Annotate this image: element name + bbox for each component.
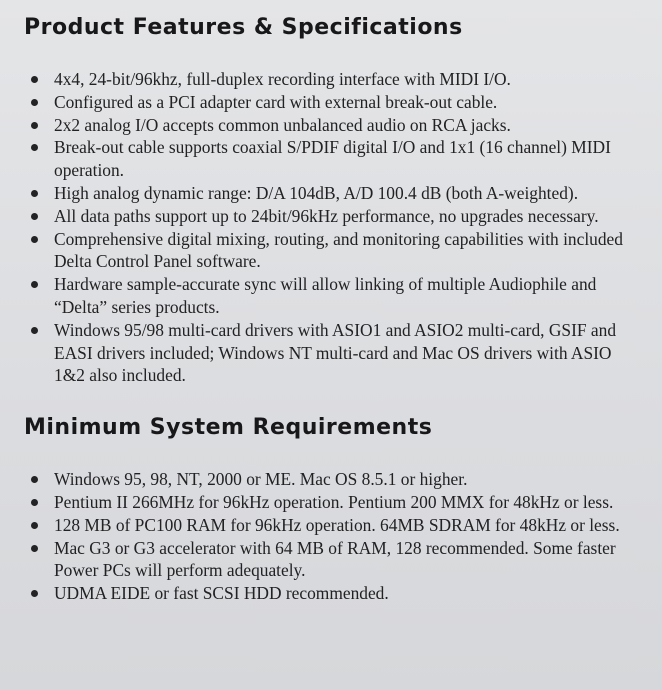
requirement-text: UDMA EIDE or fast SCSI HDD recommended.: [54, 583, 389, 604]
bullet-icon: [31, 190, 38, 197]
feature-text: High analog dynamic range: D/A 104dB, A/D 100.4 dB (both A-weighted).: [54, 182, 579, 203]
feature-item: [24, 273, 634, 319]
requirement-text: 128 MB of PC100 RAM for 96kHz operation. 64MB SDRAM for 48kHz or less.: [54, 514, 620, 535]
feature-text: All data paths support up to 24bit/96kHz performance, no upgrades necessary.: [54, 205, 599, 226]
requirement-item: [24, 514, 634, 537]
bullet-icon: [31, 327, 38, 334]
requirement-text: Pentium II 266MHz for 96kHz operation. Pentium 200 MMX for 48kHz or less.: [54, 491, 614, 512]
feature-text: 2x2 analog I/O accepts common unbalanced audio on RCA jacks.: [54, 114, 511, 135]
bullet-icon: [31, 99, 38, 106]
feature-item: [24, 228, 634, 274]
bullet-icon: [31, 213, 38, 220]
bullet-icon: [31, 144, 38, 151]
features-list: [24, 68, 634, 387]
requirement-text: Mac G3 or G3 accelerator with 64 MB of RAM, 128 recommended. Some faster Power PCs will perform adequately.: [54, 537, 616, 581]
requirements-list: [24, 468, 634, 605]
features-heading: Product Features & Specifications: [24, 15, 463, 40]
requirement-item: [24, 468, 634, 491]
feature-item: [24, 182, 634, 205]
requirement-item: [24, 491, 634, 514]
requirements-heading: Minimum System Requirements: [24, 415, 433, 441]
feature-item: [24, 68, 634, 91]
requirement-text: Windows 95, 98, NT, 2000 or ME. Mac OS 8.5.1 or higher.: [54, 469, 468, 490]
feature-text: Comprehensive digital mixing, routing, and monitoring capabilities with included Delta Control Panel software.: [54, 228, 623, 272]
feature-item: [24, 91, 634, 114]
feature-text: Windows 95/98 multi-card drivers with ASIO1 and ASIO2 multi-card, GSIF and EASI drivers included; Windows NT multi-card and Mac OS drivers with ASIO 1&2 also included.: [54, 319, 617, 386]
feature-item: [24, 319, 634, 387]
requirement-item: [24, 582, 634, 605]
bullet-icon: [31, 476, 38, 483]
bullet-icon: [31, 545, 38, 552]
bullet-icon: [31, 590, 38, 597]
bullet-icon: [31, 522, 38, 529]
bullet-icon: [31, 499, 38, 506]
feature-text: Hardware sample-accurate sync will allow linking of multiple Audiophile and “Delta” series products.: [54, 274, 597, 317]
bullet-icon: [31, 281, 38, 288]
feature-item: [24, 136, 634, 182]
feature-item: [24, 114, 634, 137]
bullet-icon: [31, 76, 38, 83]
feature-item: [24, 205, 634, 228]
feature-text: Configured as a PCI adapter card with external break-out cable.: [54, 91, 498, 112]
feature-text: 4x4, 24-bit/96khz, full-duplex recording interface with MIDI I/O.: [54, 69, 511, 89]
feature-text: Break-out cable supports coaxial S/PDIF digital I/O and 1x1 (16 channel) MIDI operation.: [54, 137, 611, 181]
requirement-item: [24, 537, 634, 583]
bullet-icon: [31, 122, 38, 129]
bullet-icon: [31, 236, 38, 243]
